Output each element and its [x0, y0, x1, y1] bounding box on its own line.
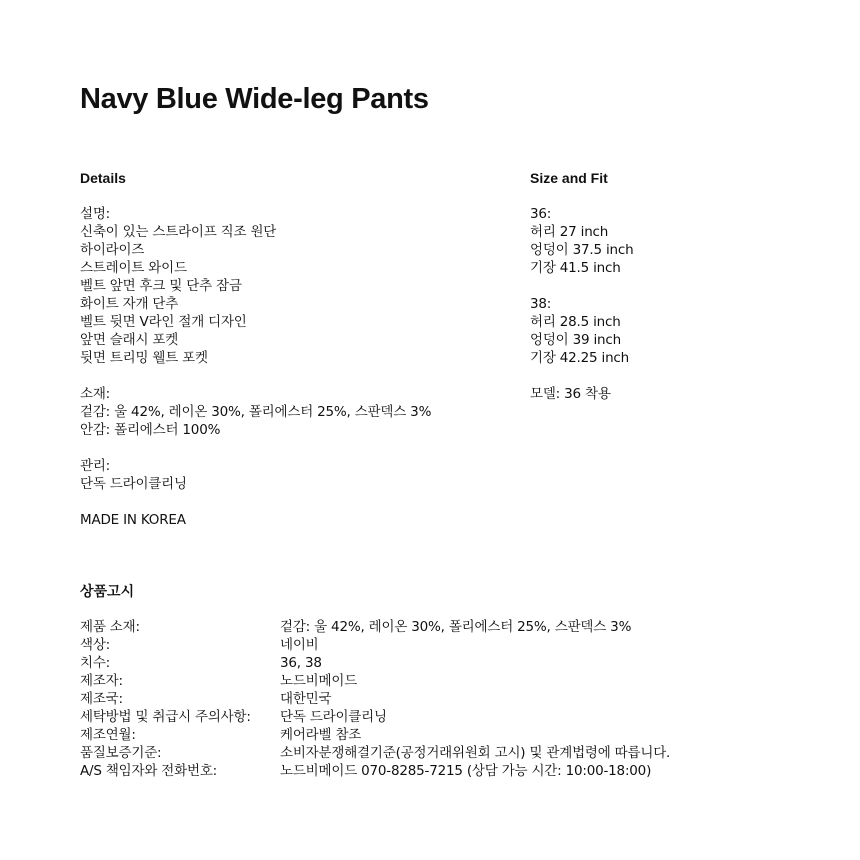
notice-row-color — [80, 636, 670, 654]
description-line: 하이라이즈 — [80, 242, 145, 258]
size-36-hip: 엉덩이 37.5 inch — [530, 242, 634, 258]
size-38-length: 기장 42.25 inch — [530, 350, 629, 366]
notice-row-quality — [80, 744, 670, 762]
notice-value: 단독 드라이클리닝 — [280, 709, 387, 725]
description-line: 벨트 뒷면 V라인 절개 디자인 — [80, 314, 247, 330]
size-38-hip: 엉덩이 39 inch — [530, 332, 621, 348]
notice-value: 케어라벨 참조 — [280, 727, 362, 743]
notice-row-manufacturer — [80, 672, 670, 690]
notice-label: 제조자: — [80, 673, 123, 689]
size-fit-heading: Size and Fit — [530, 170, 608, 186]
details-section — [80, 169, 510, 529]
description-list — [80, 223, 510, 367]
notice-value: 겉감: 울 42%, 레이온 30%, 폴리에스터 25%, 스판덱스 3% — [280, 619, 632, 635]
notice-label: 제품 소재: — [80, 619, 140, 635]
description-line: 앞면 슬래시 포켓 — [80, 332, 179, 348]
notice-label: 색상: — [80, 637, 111, 653]
product-notice-section — [80, 582, 800, 780]
notice-row-manufacture-date — [80, 726, 670, 744]
size-38-label: 38: — [530, 296, 552, 312]
notice-row-size — [80, 654, 670, 672]
size-36-label: 36: — [530, 206, 552, 222]
notice-label: 세탁방법 및 취급시 주의사항: — [80, 709, 251, 725]
description-line: 신축이 있는 스트라이프 직조 원단 — [80, 224, 277, 240]
notice-value: 36, 38 — [280, 655, 322, 671]
description-line: 화이트 자개 단추 — [80, 296, 179, 312]
notice-value: 대한민국 — [280, 691, 332, 707]
notice-label: 제조국: — [80, 691, 123, 707]
description-label: 설명: — [80, 206, 111, 222]
notice-value: 노드비메이드 070-8285-7215 (상담 가능 시간: 10:00-18:00) — [280, 763, 652, 779]
notice-value: 노드비메이드 — [280, 673, 358, 689]
size-38-waist: 허리 28.5 inch — [530, 314, 621, 330]
description-line: 벨트 앞면 후크 및 단추 잠금 — [80, 278, 242, 294]
material-lining: 안감: 폴리에스터 100% — [80, 422, 221, 438]
description-line: 스트레이트 와이드 — [80, 260, 187, 276]
notice-value: 네이비 — [280, 637, 319, 653]
page-title: Navy Blue Wide-leg Pants — [80, 83, 429, 115]
material-outer: 겉감: 울 42%, 레이온 30%, 폴리에스터 25%, 스판덱스 3% — [80, 404, 432, 420]
size-36-length: 기장 41.5 inch — [530, 260, 621, 276]
origin-text: MADE IN KOREA — [80, 512, 186, 528]
notice-label: 제조연월: — [80, 727, 136, 743]
product-notice-heading: 상품고시 — [80, 583, 135, 599]
notice-row-washing — [80, 708, 670, 726]
size-fit-section — [530, 169, 810, 403]
care-instruction: 단독 드라이클리닝 — [80, 476, 187, 492]
model-size: 모델: 36 착용 — [530, 386, 611, 402]
notice-label: 치수: — [80, 655, 111, 671]
description-line: 뒷면 트리밍 웰트 포켓 — [80, 350, 208, 366]
notice-label: A/S 책임자와 전화번호: — [80, 763, 218, 779]
notice-value: 소비자분쟁해결기준(공정거래위원회 고시) 및 관계법령에 따릅니다. — [280, 745, 671, 761]
size-36-waist: 허리 27 inch — [530, 224, 609, 240]
details-heading: Details — [80, 170, 126, 186]
material-label: 소재: — [80, 386, 111, 402]
notice-label: 품질보증기준: — [80, 745, 162, 761]
care-label: 관리: — [80, 458, 111, 474]
notice-row-as-contact — [80, 762, 670, 780]
notice-row-country — [80, 690, 670, 708]
notice-row-material — [80, 618, 670, 636]
product-notice-table — [80, 618, 670, 780]
